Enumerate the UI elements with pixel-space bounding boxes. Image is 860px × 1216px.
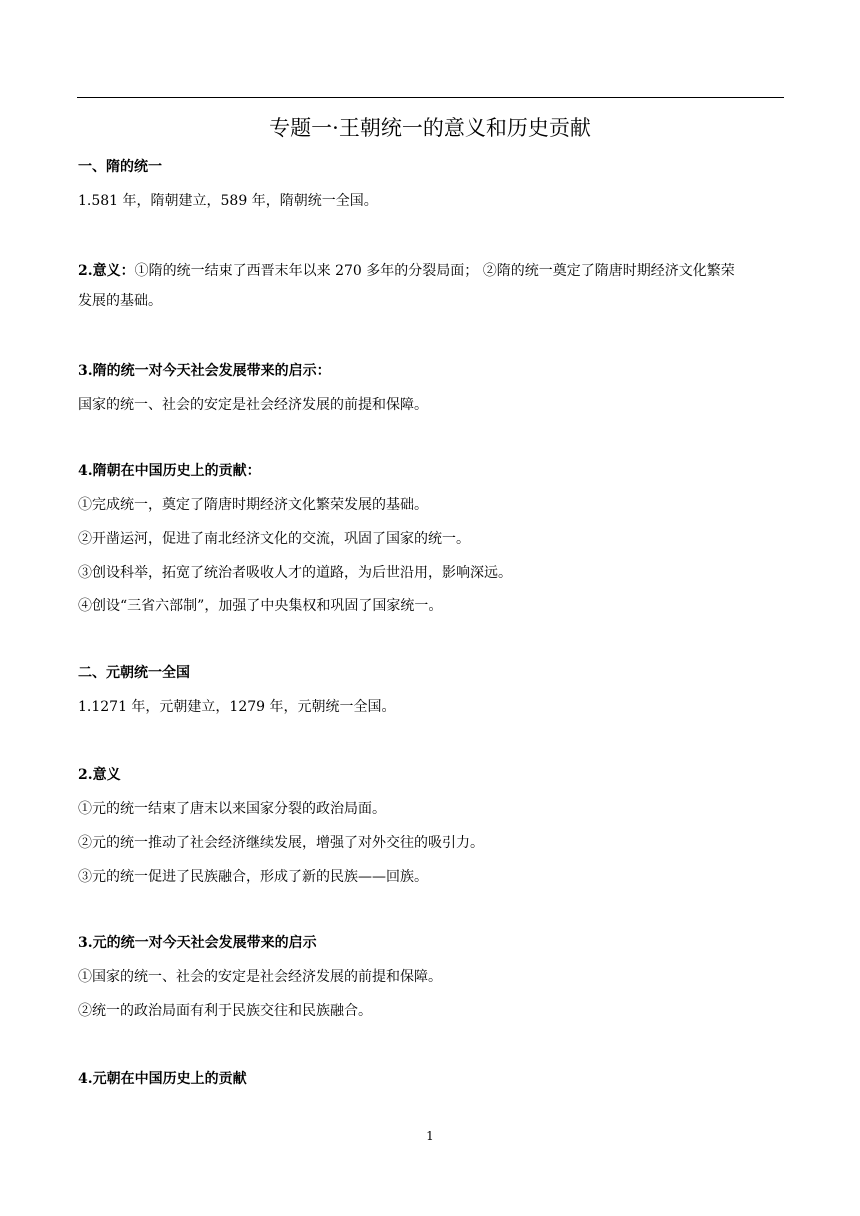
- yuan-contribution-heading: 4.元朝在中国历史上的贡献: [78, 1071, 247, 1087]
- yuan-meaning-heading: 2.意义: [78, 767, 121, 783]
- yuan-paragraph-1: 1.1271 年，元朝建立，1279 年，元朝统一全国。: [78, 699, 396, 715]
- page-number: 1: [426, 1129, 434, 1143]
- sui-meaning-label: 2.意义：: [78, 263, 135, 279]
- sui-paragraph-1: 1.581 年，隋朝建立，589 年，隋朝统一全国。: [78, 193, 378, 209]
- list-item: ①国家的统一、社会的安定是社会经济发展的前提和保障。: [78, 969, 442, 985]
- list-item: ②开凿运河，促进了南北经济文化的交流，巩固了国家的统一。: [78, 531, 470, 547]
- sui-paragraph-2: [78, 262, 735, 280]
- sui-inspiration-text: 国家的统一、社会的安定是社会经济发展的前提和保障。: [78, 397, 428, 413]
- sui-meaning-text: ①隋的统一结束了西晋末年以来 270 多年的分裂局面； ②隋的统一奠定了隋唐时期经济文化繁荣: [134, 263, 735, 279]
- section-heading-yuan: 二、元朝统一全国: [78, 665, 190, 681]
- list-item: ①元的统一结束了唐末以来国家分裂的政治局面。: [78, 801, 386, 817]
- sui-inspiration-heading: 3.隋的统一对今天社会发展带来的启示：: [78, 363, 331, 379]
- list-item: ③创设科举，拓宽了统治者吸收人才的道路，为后世沿用，影响深远。: [78, 565, 512, 581]
- list-item: ④创设“三省六部制”，加强了中央集权和巩固了国家统一。: [78, 598, 443, 614]
- page-title: 专题一·王朝统一的意义和历史贡献: [269, 116, 591, 140]
- list-item: ②元的统一推动了社会经济继续发展，增强了对外交往的吸引力。: [78, 835, 484, 851]
- list-item: ①完成统一，奠定了隋唐时期经济文化繁荣发展的基础。: [78, 497, 428, 513]
- list-item: ③元的统一促进了民族融合，形成了新的民族——回族。: [78, 869, 428, 885]
- yuan-inspiration-heading: 3.元的统一对今天社会发展带来的启示: [78, 935, 317, 951]
- header-rule: [77, 97, 784, 98]
- list-item: ②统一的政治局面有利于民族交往和民族融合。: [78, 1003, 372, 1019]
- sui-paragraph-2-cont: 发展的基础。: [78, 293, 162, 309]
- section-heading-sui: 一、隋的统一: [78, 159, 162, 175]
- sui-contribution-heading: 4.隋朝在中国历史上的贡献：: [78, 463, 261, 479]
